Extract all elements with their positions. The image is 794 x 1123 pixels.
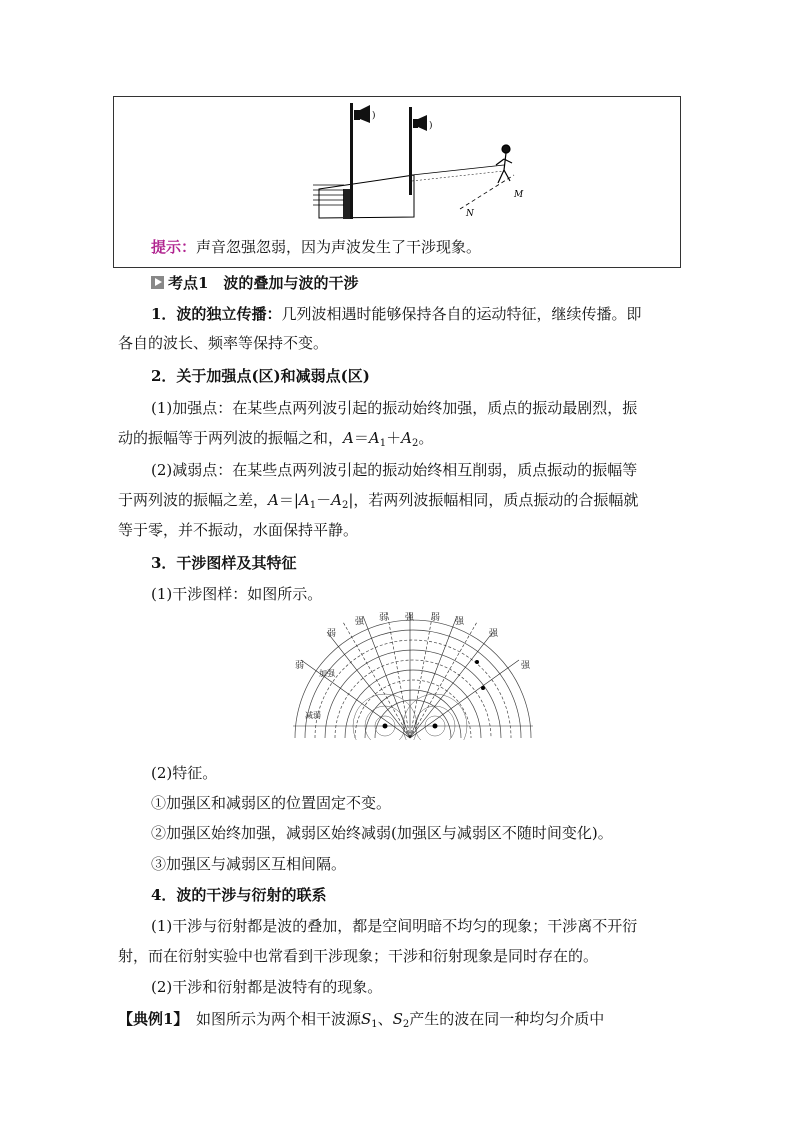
item-4a-line-1: (1)干涉与衍射都是波的叠加，都是空间明暗不均匀的现象；干涉离不开衍 <box>151 917 638 935</box>
item-3b: (2)特征。 <box>151 764 218 782</box>
label-strong-1: 强 <box>355 617 365 627</box>
example-label: 【典例1】 <box>118 1010 181 1028</box>
hint-label: 提示： <box>151 238 197 256</box>
label-weak-4: 强 <box>489 629 499 639</box>
label-strong-4: 弱 <box>295 661 305 671</box>
item-4b: (2)干涉和衍射都是波特有的现象。 <box>151 978 383 996</box>
item-3c: ①加强区和减弱区的位置固定不变。 <box>151 794 392 812</box>
hint-text: 声音忽强忽弱，因为声波发生了干涉现象。 <box>196 238 482 256</box>
label-weak-3: 弱 <box>327 629 337 639</box>
item-3e: ③加强区与减弱区互相间隔。 <box>151 855 347 873</box>
item-2-head: 2．关于加强点(区)和减弱点(区) <box>151 367 370 385</box>
item-2b-line-3: 等于零，并不振动，水面保持平静。 <box>118 521 359 539</box>
item-4-head: 4．波的干涉与衍射的联系 <box>151 886 327 904</box>
item-1-line-1: 1．波的独立传播：几列波相遇时能够保持各自的运动特征，继续传播。即 <box>151 305 642 323</box>
item-2b-line-1: (2)减弱点：在某些点两列波引起的振动始终相互削弱，质点振动的振幅等 <box>151 461 638 479</box>
item-2a-line-1: (1)加强点：在某些点两列波引起的振动始终加强，质点的振动最剧烈，振 <box>151 399 638 417</box>
item-3d: ②加强区始终加强，减弱区始终减弱(加强区与减弱区不随时间变化)。 <box>151 824 613 842</box>
item-2a-line-2: 动的振幅等于两列波的振幅之和，$A=A_1+A_2$。 <box>118 429 434 449</box>
label-strong-3: 强 <box>455 617 465 627</box>
label-strong-5: 强 <box>521 661 531 671</box>
label-strengthen: 加强 <box>319 669 335 678</box>
hint-line <box>151 236 481 257</box>
label-weak-2: 弱 <box>431 613 441 623</box>
item-2b-line-2: 于两列波的振幅之差，$A=|A_1-A_2|$，若两列波振幅相同，质点振动的合振幅就 <box>118 491 639 511</box>
item-3-head: 3．干涉图样及其特征 <box>151 554 297 572</box>
example-1-line: 【典例1】 如图所示为两个相干波源$S_1$、$S_2$产生的波在同一种均匀介质中 <box>118 1010 605 1030</box>
label-weak-1: 弱 <box>379 613 389 623</box>
label-n: N <box>466 209 474 219</box>
item-4a-line-2: 射，而在衍射实验中也常看到干涉现象；干涉和衍射现象是同时存在的。 <box>118 947 599 965</box>
svg-text:): ) <box>429 121 433 131</box>
item-3a: (1)干涉图样：如图所示。 <box>151 585 323 603</box>
label-strong-2: 强 <box>405 613 415 623</box>
label-m: M <box>514 190 524 200</box>
item-1-line-2: 各自的波长、频率等保持不变。 <box>118 334 329 352</box>
svg-text:): ) <box>372 111 376 121</box>
section-title: 考点1 波的叠加与波的干涉 <box>151 273 358 293</box>
label-weaken: 减弱 <box>305 711 321 720</box>
interference-pattern-figure <box>283 610 543 740</box>
play-triangle-icon <box>151 276 164 289</box>
